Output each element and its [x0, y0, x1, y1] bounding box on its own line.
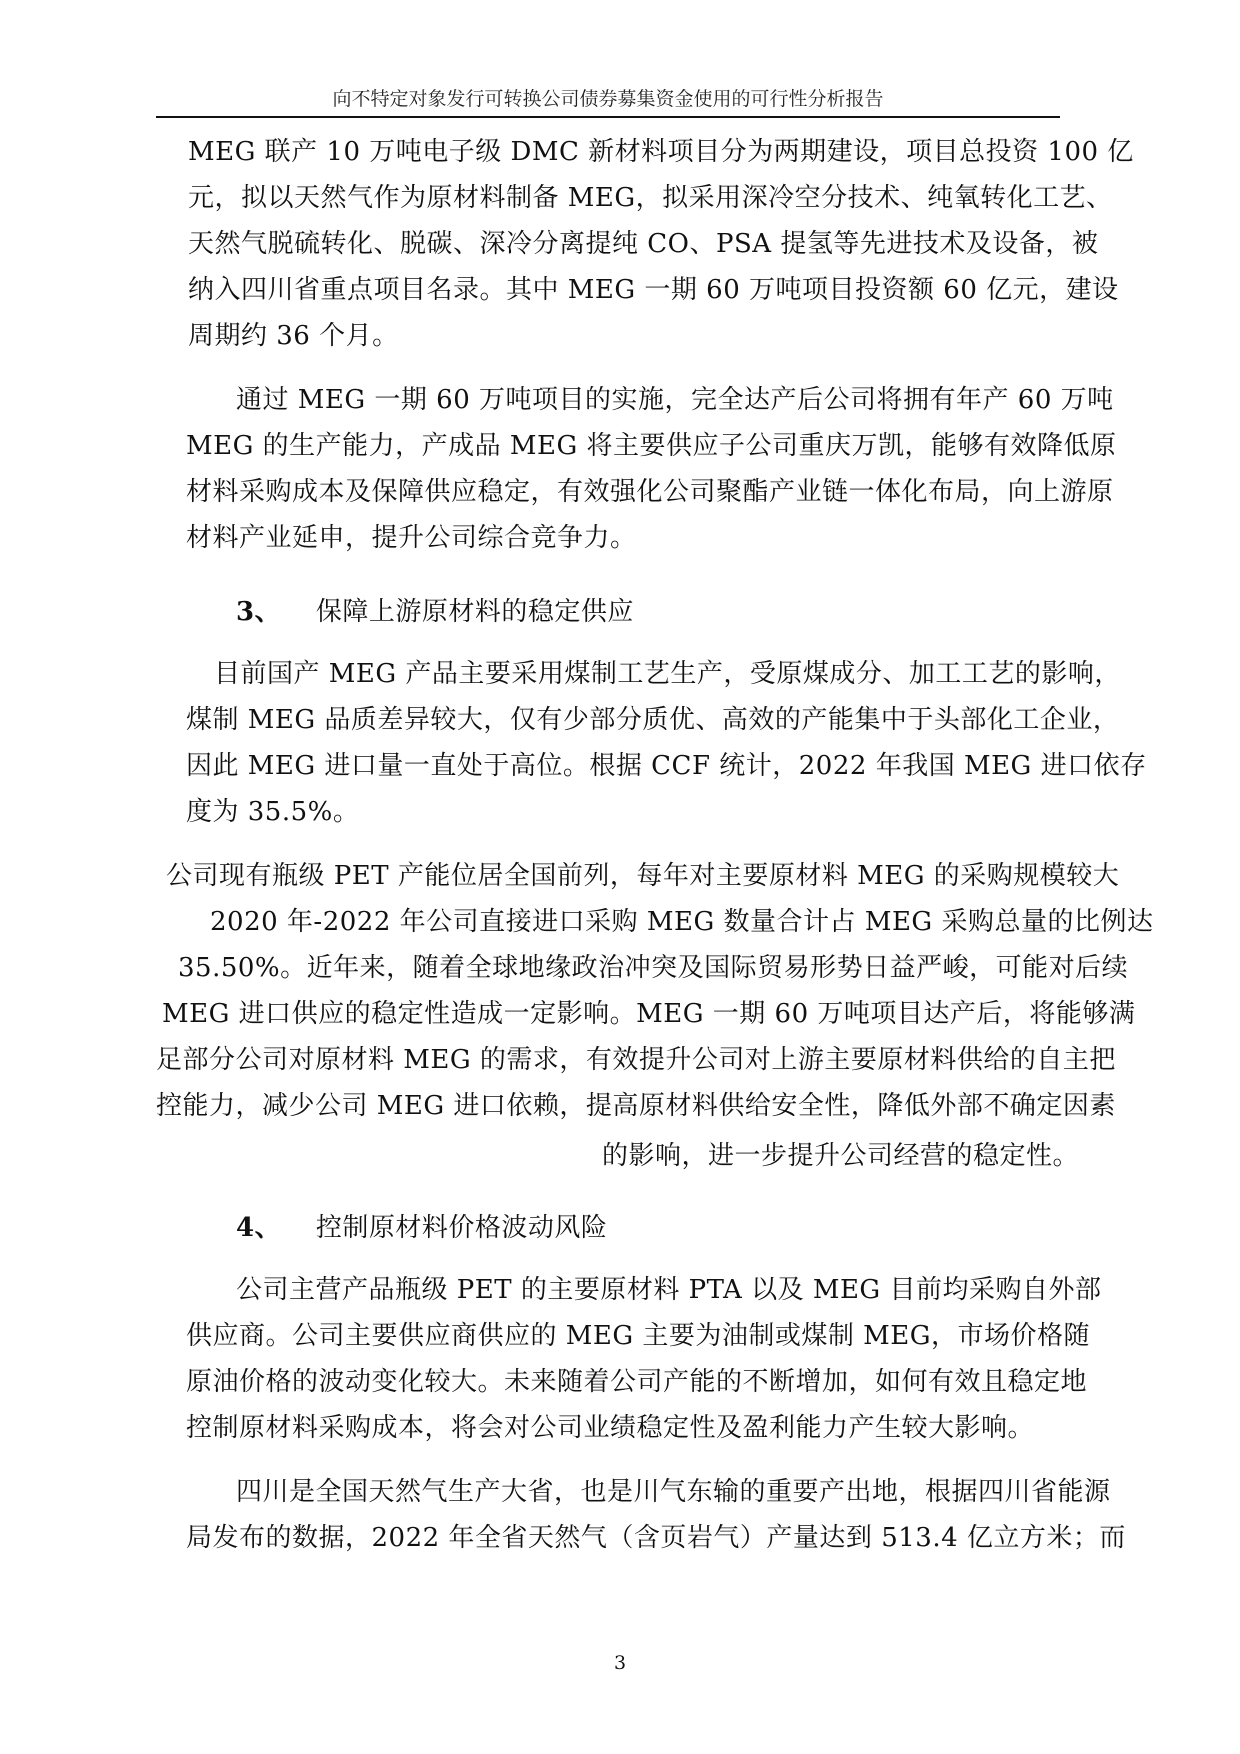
section-heading — [236, 592, 634, 632]
page-number: 3 — [613, 1652, 627, 1674]
heading-number: 4、 — [236, 1213, 282, 1243]
text-line: 周期约 36 个月。 — [188, 321, 399, 351]
text-line: MEG 进口供应的稳定性造成一定影响。MEG 一期 60 万吨项目达产后，将能够满 — [162, 999, 1136, 1029]
text-line: 度为 35.5%。 — [186, 797, 360, 827]
text-line: 因此 MEG 进口量一直处于高位。根据 CCF 统计，2022 年我国 MEG 进口依存 — [186, 751, 1147, 781]
page-header — [156, 84, 1060, 118]
text-line: 公司现有瓶级 PET 产能位居全国前列，每年对主要原材料 MEG 的采购规模较大 — [166, 861, 1120, 891]
text-line: 足部分公司对原材料 MEG 的需求，有效提升公司对上游主要原材料供给的自主把 — [156, 1045, 1116, 1075]
text-line: 元，拟以天然气作为原材料制备 MEG，拟采用深冷空分技术、纯氧转化工艺、 — [188, 183, 1113, 213]
text-line: 公司主营产品瓶级 PET 的主要原材料 PTA 以及 MEG 目前均采购自外部 — [236, 1275, 1102, 1305]
text-line: 2020 年-2022 年公司直接进口采购 MEG 数量合计占 MEG 采购总量的比例达 — [210, 907, 1154, 937]
text-line: MEG 联产 10 万吨电子级 DMC 新材料项目分为两期建设，项目总投资 100 亿 — [188, 137, 1134, 167]
heading-number: 3、 — [236, 597, 282, 627]
text-line: 四川是全国天然气生产大省，也是川气东输的重要产出地，根据四川省能源 — [236, 1477, 1111, 1507]
heading-text: 控制原材料价格波动风险 — [315, 1213, 608, 1243]
header-title: 向不特定对象发行可转换公司债券募集资金使用的可行性分析报告 — [332, 88, 884, 110]
text-line: 控制原材料采购成本，将会对公司业绩稳定性及盈利能力产生较大影响。 — [186, 1413, 1035, 1443]
heading-text: 保障上游原材料的稳定供应 — [315, 597, 634, 627]
text-line: 天然气脱硫转化、脱碳、深冷分离提纯 CO、PSA 提氢等先进技术及设备，被 — [188, 229, 1099, 259]
section-heading — [236, 1208, 607, 1248]
text-line: MEG 的生产能力，产成品 MEG 将主要供应子公司重庆万凯，能够有效降低原 — [186, 431, 1117, 461]
text-line: 局发布的数据，2022 年全省天然气（含页岩气）产量达到 513.4 亿立方米；而 — [186, 1523, 1126, 1553]
text-line: 35.50%。近年来，随着全球地缘政治冲突及国际贸易形势日益严峻，可能对后续 — [178, 953, 1129, 983]
text-line: 的影响，进一步提升公司经营的稳定性。 — [602, 1141, 1080, 1171]
text-line: 目前国产 MEG 产品主要采用煤制工艺生产，受原煤成分、加工工艺的影响， — [214, 659, 1121, 689]
text-line: 供应商。公司主要供应商供应的 MEG 主要为油制或煤制 MEG，市场价格随 — [186, 1321, 1091, 1351]
text-line: 材料产业延申，提升公司综合竞争力。 — [186, 523, 637, 553]
text-line: 通过 MEG 一期 60 万吨项目的实施，完全达产后公司将拥有年产 60 万吨 — [236, 385, 1114, 415]
text-line: 原油价格的波动变化较大。未来随着公司产能的不断增加，如何有效且稳定地 — [186, 1367, 1088, 1397]
text-line: 材料采购成本及保障供应稳定，有效强化公司聚酯产业链一体化布局，向上游原 — [186, 477, 1114, 507]
text-line: 煤制 MEG 品质差异较大，仅有少部分质优、高效的产能集中于头部化工企业， — [186, 705, 1120, 735]
text-line: 控能力，减少公司 MEG 进口依赖，提高原材料供给安全性，降低外部不确定因素 — [156, 1091, 1116, 1121]
text-line: 纳入四川省重点项目名录。其中 MEG 一期 60 万吨项目投资额 60 亿元，建设 — [188, 275, 1119, 305]
